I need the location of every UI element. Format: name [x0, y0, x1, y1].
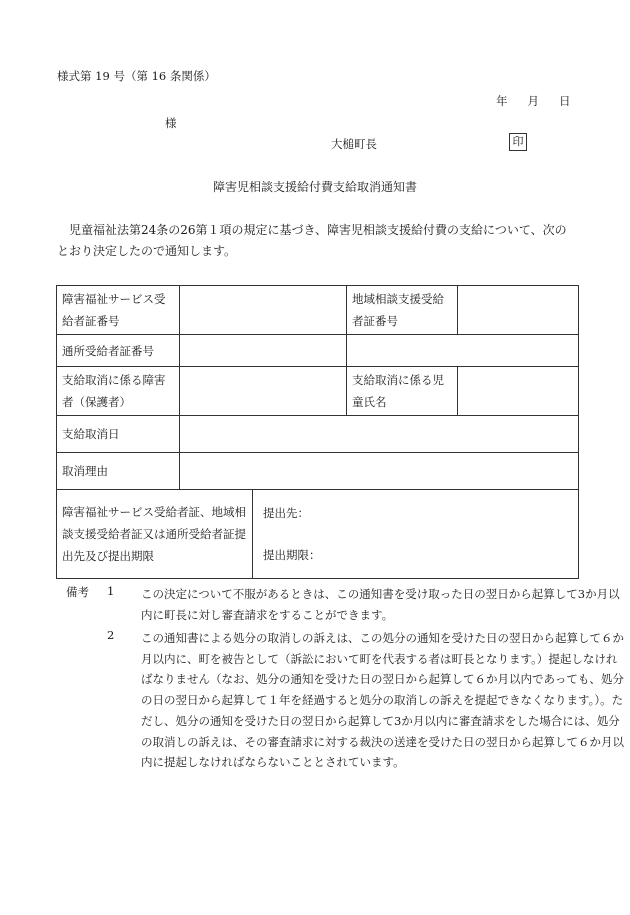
table-row [57, 286, 579, 335]
submission-label: 障害福祉サービス受給者証、地域相談支援受給者証又は通所受給者証提出先及び提出期限 [57, 490, 253, 579]
date-month-label: 月 [527, 94, 539, 108]
addressee-suffix: 様 [165, 116, 177, 130]
note-number: 1 [107, 584, 115, 598]
form-number: 様式第 19 号（第 16 条関係） [57, 69, 216, 83]
seal-mark: 印 [509, 133, 527, 151]
child-name-value [458, 367, 579, 416]
note-text: この決定について不服があるときは、この通知書を受け取った日の翌日から起算して3か月以内に町長に対し審査請求をすることができます。 [141, 587, 620, 622]
date-line [496, 93, 571, 109]
table-row [57, 453, 579, 490]
notes-heading: 備考 [66, 585, 89, 599]
table-row [57, 367, 579, 416]
guardian-label: 支給取消に係る障害者（保護者） [57, 367, 180, 416]
child-name-label: 支給取消に係る児童氏名 [347, 367, 458, 416]
reason-label: 取消理由 [57, 453, 180, 490]
day-care-cert-blank [347, 335, 579, 367]
table-row [57, 335, 579, 367]
date-day-label: 日 [559, 94, 571, 108]
notice-table [56, 285, 579, 579]
day-care-cert-label: 通所受給者証番号 [57, 335, 180, 367]
submit-to-label: 提出先： [263, 506, 309, 520]
intro-paragraph: 児童福祉法第24条の26第１項の規定に基づき、障害児相談支援給付費の支給について、次のとおり決定したので通知します。 [57, 223, 567, 258]
table-row [57, 416, 579, 453]
submit-deadline-label: 提出期限： [263, 548, 321, 562]
regional-cert-label: 地域相談支援受給者証番号 [347, 286, 458, 335]
regional-cert-value [458, 286, 579, 335]
guardian-value [180, 367, 347, 416]
cancel-date-label: 支給取消日 [57, 416, 180, 453]
note-number: 2 [107, 628, 115, 642]
reason-value [180, 453, 579, 490]
day-care-cert-value [180, 335, 347, 367]
cancel-date-value [180, 416, 579, 453]
submission-details [253, 490, 579, 579]
document-title: 障害児相談支援給付費支給取消通知書 [212, 180, 417, 194]
welfare-cert-value [180, 286, 347, 335]
table-row [57, 490, 579, 579]
note-text: この通知書による処分の取消しの訴えは、この処分の通知を受けた日の翌日から起算して６か月以内に、町を被告として（訴訟において町を代表する者は町長となります。）提起しなければなりません（なお、処分の通知を受けた日の翌日から起算して６か月以内であっても、処分の日の翌日から起算して１年を経過すると処分の取消しの訴えを提起できなくなります。）。ただし、処分の通知を受けた日の翌日から起算して3か月以内に審査請求をした場合には、処分の取消しの訴えは、その審査請求に対する裁決の送達を受けた日の翌日から起算して６か月以内に提起しなければならないこととされています。 [141, 631, 624, 770]
date-year-label: 年 [496, 94, 508, 108]
welfare-cert-label: 障害福祉サービス受給者証番号 [57, 286, 180, 335]
issuer-name: 大槌町長 [331, 137, 377, 151]
